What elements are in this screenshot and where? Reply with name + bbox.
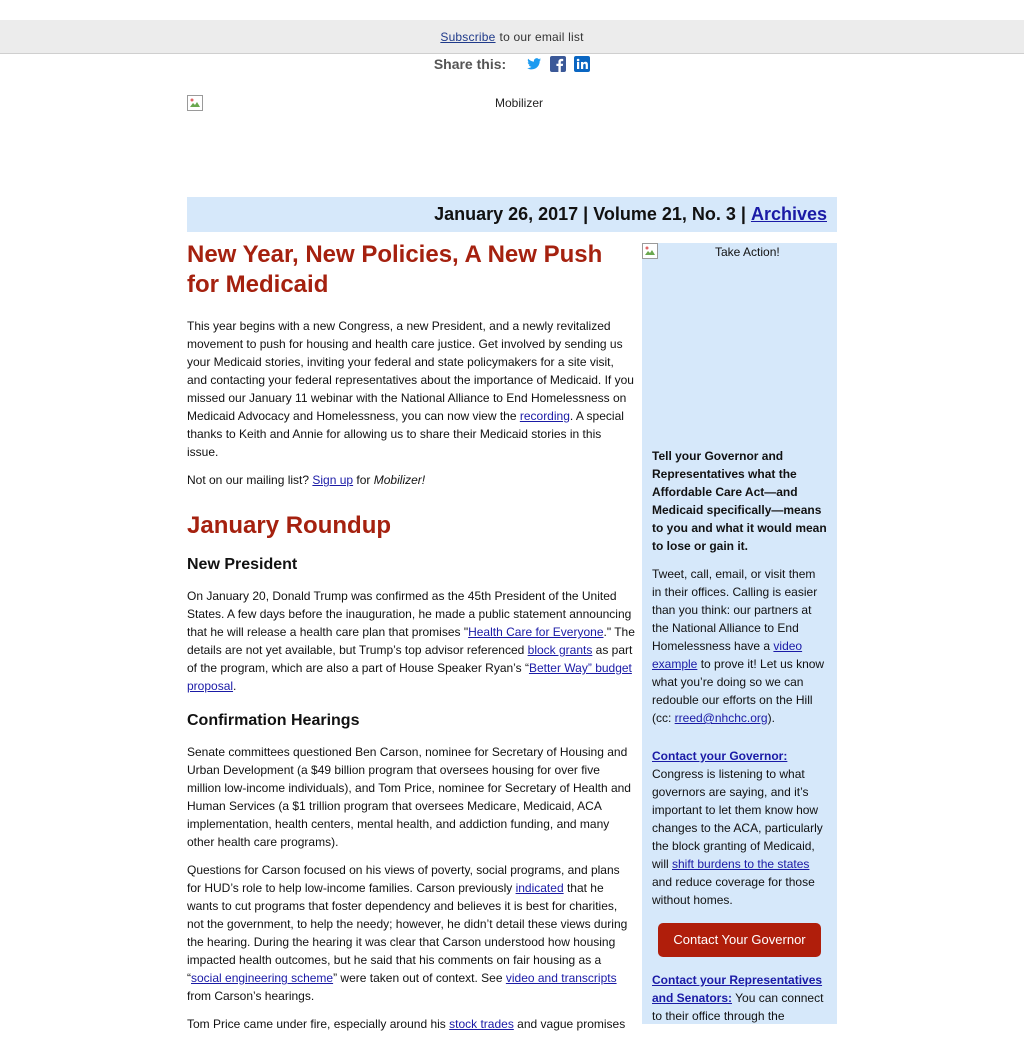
intro-text: This year begins with a new Congress, a new President, and a newly revitalized movement to push for housing and health care justice. Get involved by sending us your Medicaid stories, inviting your federal and state policymakers for a site visit, and contacting your federal representatives about the importance of Medicaid. If you missed our January 11 webinar with the National Alliance to End Homelessness on Medicaid Advocacy and Homelessness, you can now view the <box>187 319 634 423</box>
recording-link[interactable]: recording <box>519 409 570 423</box>
gov-text-1: Congress is listening to what governors are saying, and it’s important to let them know how changes to the ACA, particularly the block granting of Medicaid, will <box>652 767 823 871</box>
article-title: New Year, New Policies, A New Push for Medicaid <box>187 241 603 298</box>
shift-burdens-link[interactable]: shift burdens to the states <box>672 857 810 871</box>
sb-text-2: to prove it! Let us know what you’re doing so we can redouble our efforts on the Hill (cc: <box>652 657 825 725</box>
social-engineering-link[interactable]: social engineering scheme <box>191 971 334 985</box>
section-heading-confirmation-hearings: Confirmation Hearings <box>187 712 360 729</box>
subscribe-bar-text: to our email list <box>499 29 584 44</box>
logo-alt-text: Mobilizer <box>495 96 544 110</box>
ch-text-2: that he wants to cut programs that foster dependency and believes it is best for charities, not the government, to help the needy; however, he didn’t detail these views during the hearing. During the hearing it was clear that Carson understood how housing impacted health outcomes, but he said that his comments on fair housing as a “ <box>187 881 628 985</box>
main-column <box>187 240 635 1043</box>
hearings-paragraph-3 <box>187 1015 635 1033</box>
issue-date: January 26, 2017 | Volume 21, No. 3 | <box>434 204 746 224</box>
video-example-link[interactable]: video example <box>652 639 803 671</box>
sidebar-lead: Tell your Governor and Representatives what the Affordable Care Act—and Medicaid specifically—means to you and what it would mean to lose or gain it. <box>652 449 827 553</box>
twitter-icon[interactable] <box>526 56 542 72</box>
np-text-4: . <box>233 679 237 693</box>
sidebar-paragraph <box>652 565 828 727</box>
np-text-1: On January 20, Donald Trump was confirmed as the 45th President of the United States. A few days before the inauguration, he made a public statement announcing that he will release a health care plan that promises " <box>187 589 632 639</box>
share-label: Share this: <box>433 56 507 72</box>
take-action-image-alt: Take Action! <box>715 245 780 259</box>
reps-text: You can connect to their office through the <box>652 991 824 1023</box>
contact-governor-button[interactable]: Contact Your Governor <box>658 923 821 957</box>
share-row <box>0 54 1024 74</box>
broken-image-icon <box>187 95 203 111</box>
contact-representatives-link[interactable]: Contact your Representatives and Senators: <box>652 973 823 1005</box>
hearings-paragraph-2 <box>187 861 635 1005</box>
better-way-link[interactable]: Better Way” budget proposal <box>187 661 632 693</box>
indicated-link[interactable]: indicated <box>515 881 564 895</box>
newsletter-logo <box>187 95 837 185</box>
email-link[interactable]: rreed@nhchc.org <box>674 711 768 725</box>
contact-governor-link[interactable]: Contact your Governor: <box>652 749 788 763</box>
sb-text-1: Tweet, call, email, or visit them in their offices. Calling is easier than you think: our partners at the National Alliance to End Homelessness have a <box>652 567 818 653</box>
intro-text-end: . A special thanks to Keith and Annie for allowing us to share their Medicaid stories in this issue. <box>187 409 624 459</box>
ch-text-6: and vague promises <box>513 1017 626 1031</box>
broken-image-icon <box>642 243 658 259</box>
archives-link[interactable]: Archives <box>750 204 827 224</box>
issue-date-bar <box>187 197 837 232</box>
np-text-2: ." The details are not yet available, but Trump’s top advisor referenced <box>187 625 635 657</box>
mailing-list-paragraph <box>187 471 635 489</box>
sidebar-content <box>652 447 828 1035</box>
governor-section <box>652 747 828 909</box>
gov-text-2: and reduce coverage for those without homes. <box>652 875 815 907</box>
video-transcripts-link[interactable]: video and transcripts <box>505 971 617 985</box>
mailing-text: Not on our mailing list? <box>187 473 313 487</box>
ch-text-1: Questions for Carson focused on his views of poverty, social programs, and plans for HUD’s role to help low-income families. Carson previously <box>187 863 620 895</box>
stock-trades-link[interactable]: stock trades <box>449 1017 514 1031</box>
linkedin-icon[interactable] <box>574 56 590 72</box>
ch-text-4: from Carson’s hearings. <box>187 989 315 1003</box>
mobilizer-name: Mobilizer! <box>373 473 426 487</box>
intro-paragraph <box>187 317 635 461</box>
sign-up-link[interactable]: Sign up <box>312 473 354 487</box>
roundup-title: January Roundup <box>187 512 392 539</box>
mailing-text-mid: for <box>353 473 374 487</box>
ch-text-5: Tom Price came under fire, especially around his <box>187 1017 450 1031</box>
new-president-paragraph <box>187 587 635 695</box>
subscribe-bar <box>0 20 1024 54</box>
ch-text-3: ” were taken out of context. See <box>333 971 506 985</box>
health-care-for-everyone-link[interactable]: Health Care for Everyone <box>468 625 604 639</box>
representatives-section <box>652 971 828 1025</box>
take-action-sidebar <box>642 243 837 1024</box>
section-heading-new-president: New President <box>187 556 298 573</box>
hearings-paragraph-1: Senate committees questioned Ben Carson, nominee for Secretary of Housing and Urban Development (a $49 billion program that oversees housing for over five million low-income individuals), and Tom Price, nominee for Secretary of Health and Human Services (a $1 trillion program that oversees Medicare, Medicaid, ACA implementation, health centers, mental health, and addiction funding, and many other health care programs). <box>187 745 631 849</box>
np-text-3: as part of the program, which are also a part of House Speaker Ryan’s “ <box>187 643 633 675</box>
block-grants-link[interactable]: block grants <box>527 643 593 657</box>
sb-text-3: ). <box>767 711 775 725</box>
subscribe-link[interactable]: Subscribe <box>440 29 496 44</box>
facebook-icon[interactable] <box>550 56 566 72</box>
